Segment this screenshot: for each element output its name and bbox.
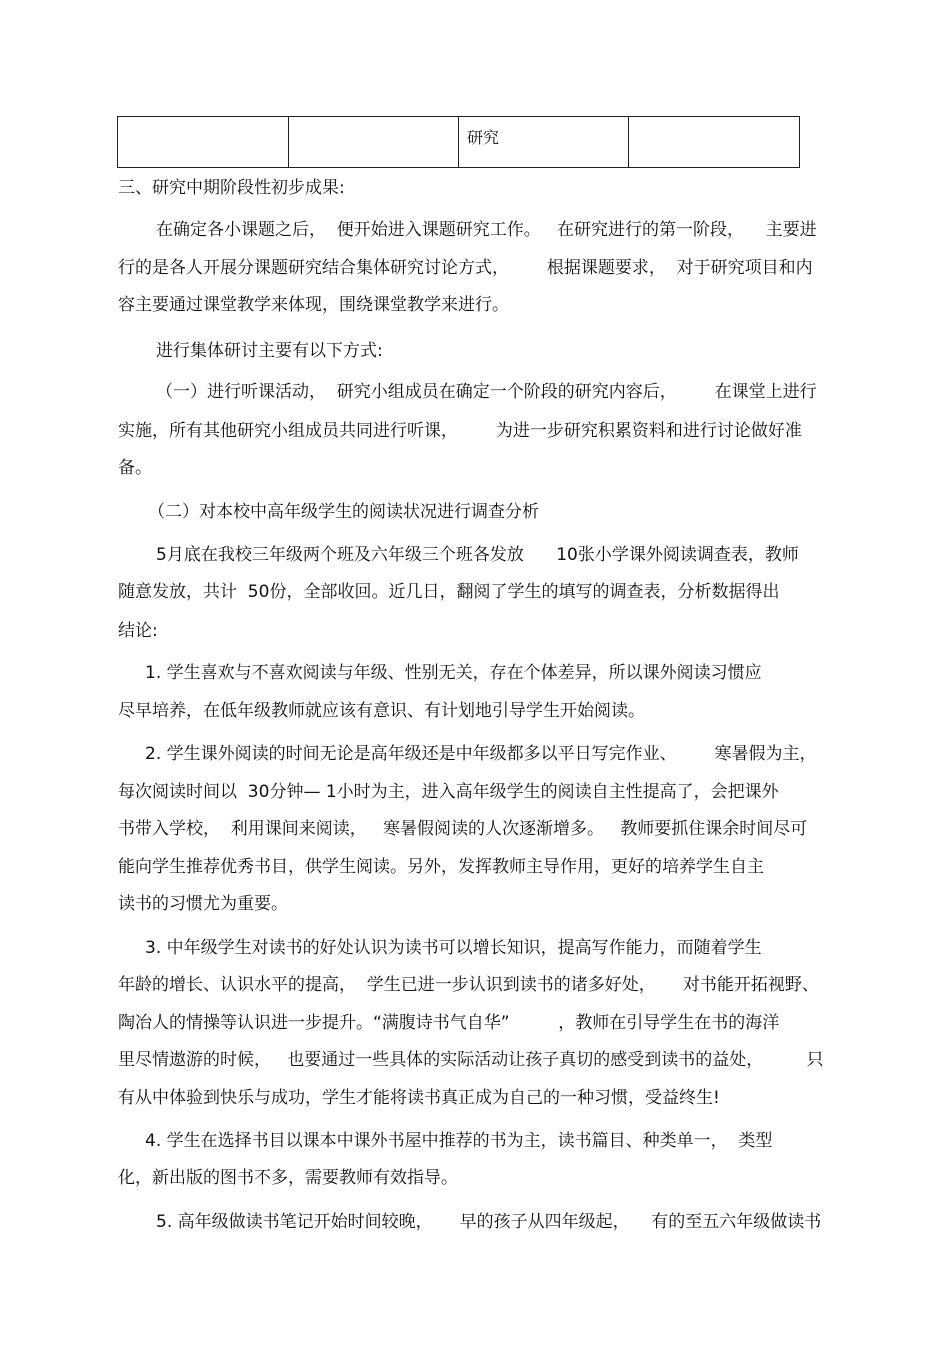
subsection-heading: （二）对本校中高年级学生的阅读状况进行调查分析 xyxy=(148,502,539,522)
paragraph-line: 随意发放，共计 50份，全部收回。近几日，翻阅了学生的填写的调查表，分析数据得出 xyxy=(118,582,780,602)
paragraph-line: 行的是各人开展分课题研究结合集体研究讨论方式， 根据课题要求， 对于研究项目和内 xyxy=(118,258,813,278)
paragraph-line: 5月底在我校三年级两个班及六年级三个班各发放 10张小学课外阅读调查表，教师 xyxy=(156,545,799,565)
paragraph-line: 备。 xyxy=(118,458,152,478)
list-item: 5. 高年级做读书笔记开始时间较晚， 早的孩子从四年级起， 有的至五六年级做读书 xyxy=(156,1212,822,1232)
list-item: 4. 学生在选择书目以课本中课外书屋中推荐的书为主，读书篇目、种类单一， 类型 xyxy=(145,1131,773,1151)
table-cell xyxy=(289,117,459,168)
list-item-continuation: 陶冶人的情操等认识进一步提升。“满腹诗书气自华” ，教师在引导学生在书的海洋 xyxy=(118,1013,780,1033)
list-item-continuation: 书带入学校， 利用课间来阅读， 寒暑假阅读的人次逐渐增多。 教师要抓住课余时间尽可 xyxy=(118,819,808,839)
list-item-continuation: 能向学生推荐优秀书目，供学生阅读。另外，发挥教师主导作用，更好的培养学生自主 xyxy=(118,857,764,877)
table-cell xyxy=(459,117,629,168)
list-item-continuation: 有从中体验到快乐与成功，学生才能将读书真正成为自己的一种习惯，受益终生! xyxy=(118,1088,720,1108)
table-row xyxy=(118,117,800,168)
paragraph-line: 实施，所有其他研究小组成员共同进行听课， 为进一步研究积累资料和进行讨论做好准 xyxy=(118,421,802,441)
list-item: 1. 学生喜欢与不喜欢阅读与年级、性别无关，存在个体差异，所以课外阅读习惯应 xyxy=(145,663,762,683)
paragraph-line: 结论: xyxy=(118,621,158,641)
list-item-continuation: 每次阅读时间以 30分钟— 1小时为主，进入高年级学生的阅读自主性提高了，会把课外 xyxy=(118,782,779,802)
paragraph-line: 容主要通过课堂教学来体现，围绕课堂教学来进行。 xyxy=(118,295,509,315)
list-item: 3. 中年级学生对读书的好处认识为读书可以增长知识，提高写作能力，而随着学生 xyxy=(145,938,762,958)
list-item-continuation: 尽早培养，在低年级教师就应该有意识、有计划地引导学生开始阅读。 xyxy=(118,701,645,721)
table-cell xyxy=(629,117,800,168)
paragraph-line: （一）进行听课活动， 研究小组成员在确定一个阶段的研究内容后， 在课堂上进行 xyxy=(156,382,817,402)
list-item: 2. 学生课外阅读的时间无论是高年级还是中年级都多以平日写完作业、 寒暑假为主， xyxy=(145,744,817,764)
section-heading: 三、研究中期阶段性初步成果: xyxy=(118,178,345,198)
list-item-continuation: 里尽情遨游的时候， 也要通过一些具体的实际活动让孩子真切的感受到读书的益处， 只 xyxy=(118,1050,824,1070)
list-item-continuation: 化，新出版的图书不多，需要教师有效指导。 xyxy=(118,1168,458,1188)
table-cell xyxy=(118,117,289,168)
paragraph-line: 在确定各小课题之后， 便开始进入课题研究工作。 在研究进行的第一阶段， 主要进 xyxy=(156,220,817,240)
table-cell-text: 研究 xyxy=(467,128,500,147)
list-item-continuation: 年龄的增长、认识水平的提高， 学生已进一步认识到读书的诸多好处， 对书能开拓视野、 xyxy=(118,975,819,995)
continued-table xyxy=(117,116,800,168)
paragraph-line: 进行集体研讨主要有以下方式: xyxy=(156,341,383,361)
list-item-continuation: 读书的习惯尤为重要。 xyxy=(118,894,288,914)
